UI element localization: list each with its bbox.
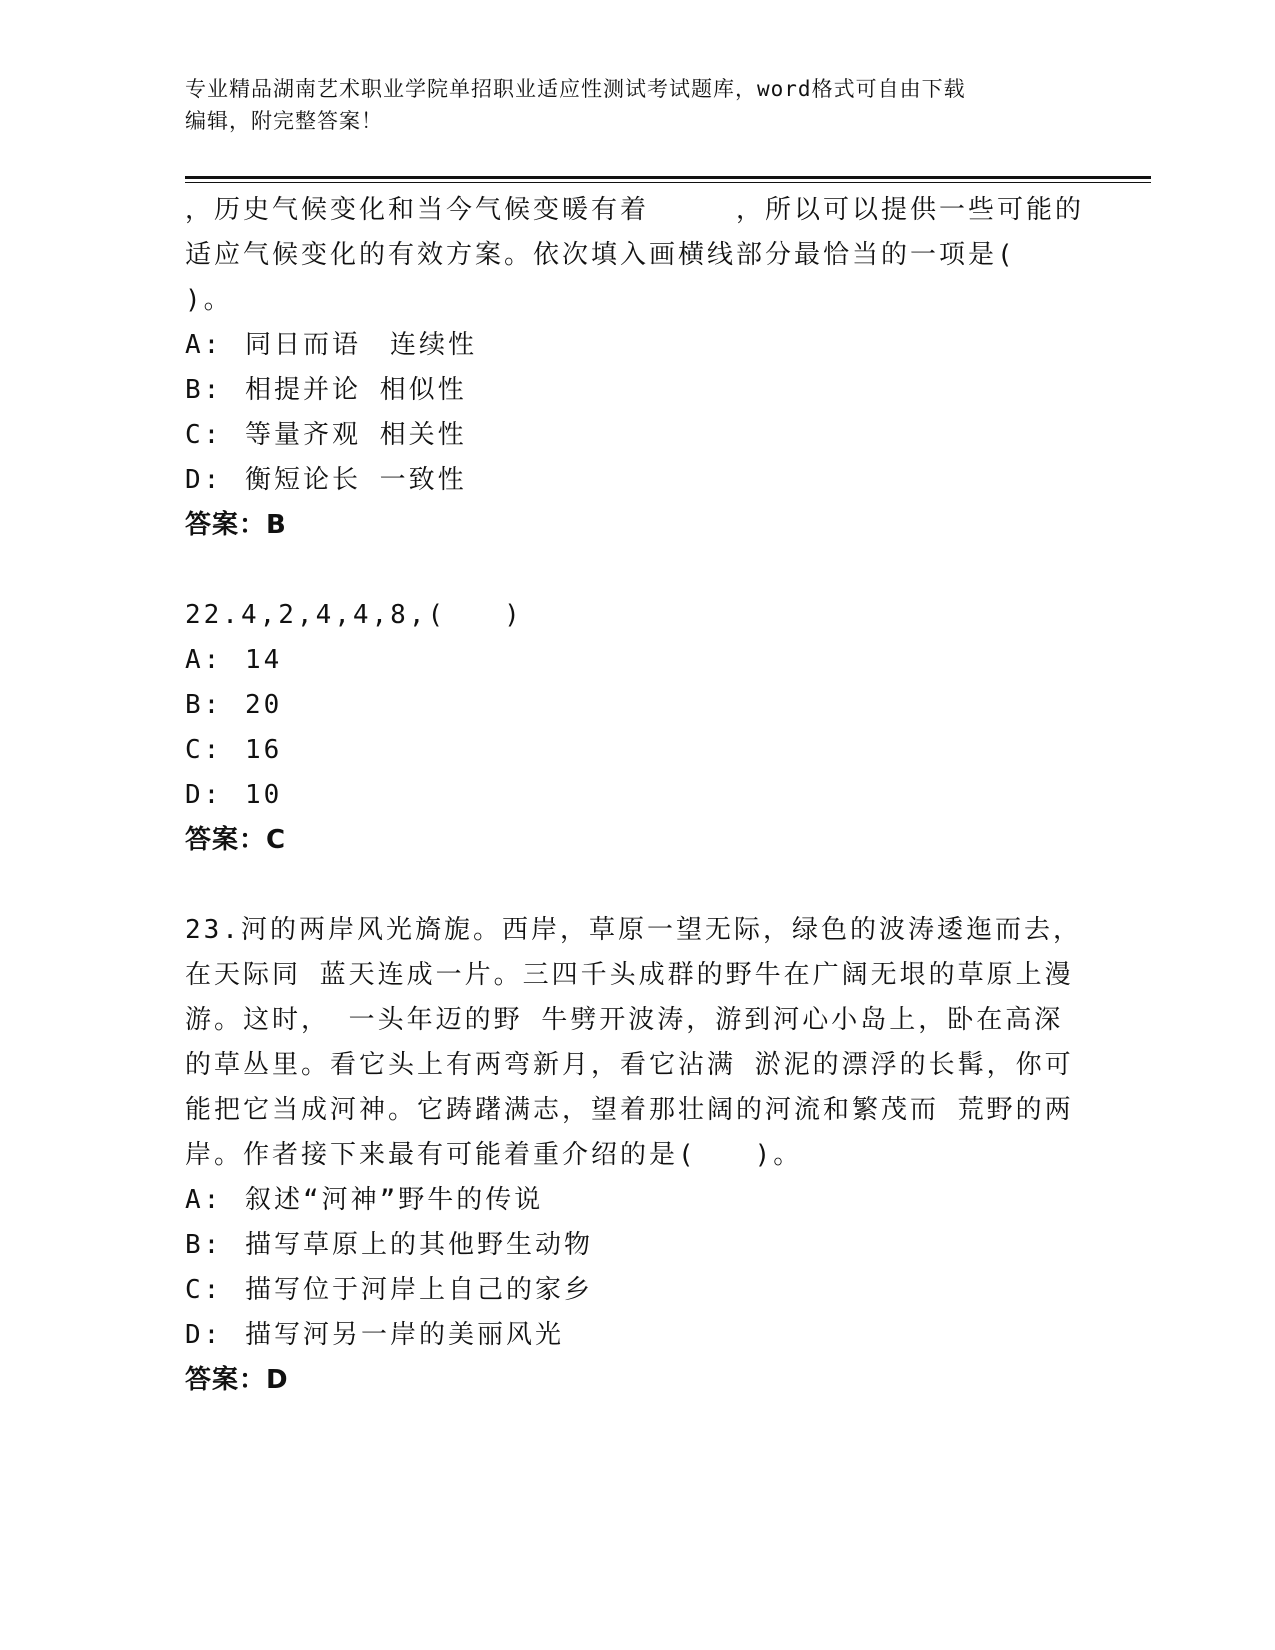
question-21-line-3: )。 xyxy=(185,285,233,315)
option-letter: C: xyxy=(185,735,223,765)
question-22-answer: 答案：C xyxy=(185,825,287,855)
question-22-stem: 22.4,2,4,4,8,( ) xyxy=(185,600,523,630)
question-21-line-2: 适应气候变化的有效方案。依次填入画横线部分最恰当的一项是( xyxy=(185,240,1016,270)
option-text: 叙述“河神”野牛的传说 xyxy=(245,1185,544,1215)
question-21-option-a xyxy=(185,323,1075,368)
option-letter: B: xyxy=(185,1230,223,1260)
question-23-option-c xyxy=(185,1268,1075,1313)
option-letter: B: xyxy=(185,690,223,720)
option-text: 同日而语 连续性 xyxy=(245,330,478,360)
question-21-option-c xyxy=(185,413,1075,458)
question-23-option-d xyxy=(185,1313,1075,1358)
question-22-option-b xyxy=(185,683,1075,728)
question-21 xyxy=(185,188,1085,548)
header-line-2: 编辑，附完整答案！ xyxy=(185,109,383,133)
question-23-line-1: 23.河的两岸风光旖旎。西岸，草原一望无际，绿色的波涛逶迤而去， xyxy=(185,915,1082,945)
question-22-option-d xyxy=(185,773,1075,818)
header-rule-thin xyxy=(185,182,1151,183)
question-23-line-3: 游。这时， 一头年迈的野 牛劈开波涛，游到河心小岛上，卧在高深 xyxy=(185,1005,1064,1035)
option-letter: D: xyxy=(185,1320,223,1350)
option-text: 14 xyxy=(245,645,283,675)
option-text: 相提并论 相似性 xyxy=(245,375,467,405)
question-21-option-d xyxy=(185,458,1075,503)
question-21-option-b xyxy=(185,368,1075,413)
header-line-1: 专业精品湖南艺术职业学院单招职业适应性测试考试题库，word格式可自由下载 xyxy=(185,77,966,101)
option-letter: A: xyxy=(185,330,223,360)
question-23 xyxy=(185,908,1082,1403)
question-21-line-1: ，历史气候变化和当今气候变暖有着 ，所以可以提供一些可能的 xyxy=(185,195,1085,225)
question-22-option-c xyxy=(185,728,1075,773)
option-letter: A: xyxy=(185,1185,223,1215)
option-text: 16 xyxy=(245,735,283,765)
option-text: 20 xyxy=(245,690,283,720)
option-letter: C: xyxy=(185,1275,223,1305)
option-letter: C: xyxy=(185,420,223,450)
option-text: 描写河另一岸的美丽风光 xyxy=(245,1320,565,1350)
question-23-option-b xyxy=(185,1223,1075,1268)
question-21-answer: 答案：B xyxy=(185,510,287,540)
option-text: 衡短论长 一致性 xyxy=(245,465,467,495)
option-text: 10 xyxy=(245,780,283,810)
question-23-option-a xyxy=(185,1178,1075,1223)
question-22-option-a xyxy=(185,638,1075,683)
option-text: 等量齐观 相关性 xyxy=(245,420,467,450)
question-23-answer: 答案：D xyxy=(185,1365,289,1395)
option-letter: B: xyxy=(185,375,223,405)
option-text: 描写草原上的其他野生动物 xyxy=(245,1230,594,1260)
page-header xyxy=(185,73,1065,137)
option-letter: A: xyxy=(185,645,223,675)
question-22 xyxy=(185,593,1075,863)
question-23-line-6: 岸。作者接下来最有可能着重介绍的是( )。 xyxy=(185,1140,803,1170)
header-rule-thick xyxy=(185,176,1151,179)
question-23-line-4: 的草丛里。看它头上有两弯新月，看它沾满 淤泥的漂浮的长髯，你可 xyxy=(185,1050,1074,1080)
option-text: 描写位于河岸上自己的家乡 xyxy=(245,1275,594,1305)
question-content xyxy=(185,188,1085,1403)
question-23-line-5: 能把它当成河神。它踌躇满志，望着那壮阔的河流和繁茂而 荒野的两 xyxy=(185,1095,1074,1125)
question-23-line-2: 在天际同 蓝天连成一片。三四千头成群的野牛在广阔无垠的草原上漫 xyxy=(185,960,1074,990)
option-letter: D: xyxy=(185,780,223,810)
option-letter: D: xyxy=(185,465,223,495)
